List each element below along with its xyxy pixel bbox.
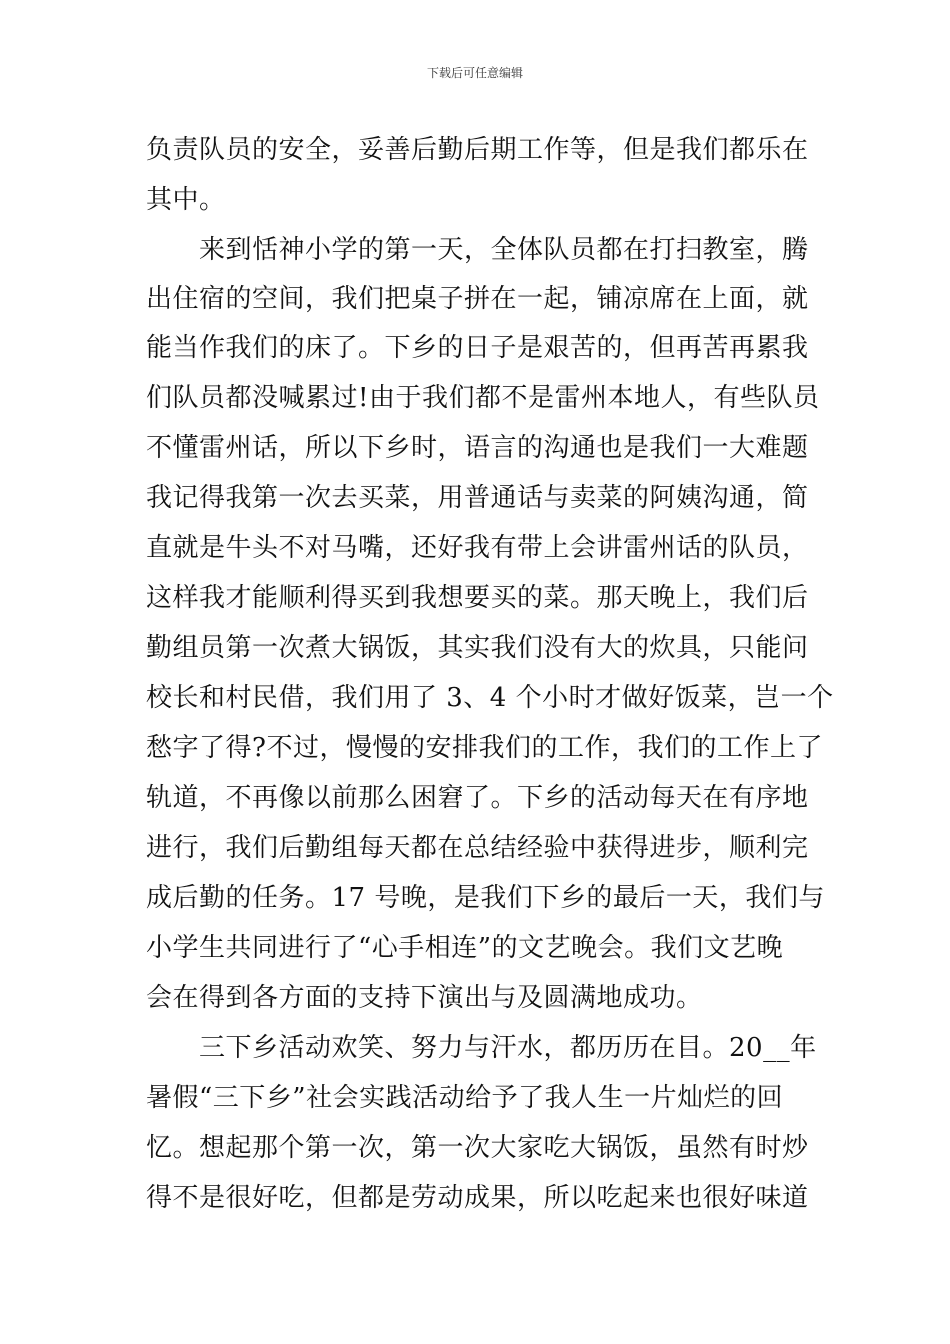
text-line: 三下乡活动欢笑、努力与汗水，都历历在目。20__年 (146, 1033, 817, 1063)
text-line: 暑假“三下乡”社会实践活动给予了我人生一片灿烂的回 (146, 1083, 784, 1113)
text-line: 直就是牛头不对马嘴，还好我有带上会讲雷州话的队员， (146, 533, 809, 563)
text-line: 忆。想起那个第一次，第一次大家吃大锅饭，虽然有时炒 (146, 1133, 809, 1163)
text-line: 校长和村民借，我们用了 3、4 个小时才做好饭菜，岂一个 (146, 683, 834, 713)
text-line: 们队员都没喊累过!由于我们都不是雷州本地人，有些队员 (146, 383, 820, 413)
text-line: 进行，我们后勤组每天都在总结经验中获得进步，顺利完 (146, 833, 809, 863)
text-line: 负责队员的安全，妥善后勤后期工作等，但是我们都乐在 (146, 135, 809, 165)
text-line: 小学生共同进行了“心手相连”的文艺晚会。我们文艺晚 (146, 933, 784, 963)
text-line: 得不是很好吃，但都是劳动成果，所以吃起来也很好味道 (146, 1183, 809, 1213)
text-line: 会在得到各方面的支持下演出与及圆满地成功。 (146, 983, 703, 1013)
text-line: 成后勤的任务。17 号晚，是我们下乡的最后一天，我们与 (146, 883, 825, 913)
text-line: 不懂雷州话，所以下乡时，语言的沟通也是我们一大难题 (146, 433, 809, 463)
text-line: 这样我才能顺利得买到我想要买的菜。那天晚上，我们后 (146, 583, 809, 613)
text-line: 来到恬神小学的第一天，全体队员都在打扫教室，腾 (146, 235, 809, 265)
text-line: 愁字了得?不过，慢慢的安排我们的工作，我们的工作上了 (146, 733, 823, 763)
text-line: 其中。 (146, 185, 226, 215)
text-line: 出住宿的空间，我们把桌子拼在一起，铺凉席在上面，就 (146, 284, 809, 314)
text-line: 能当作我们的床了。下乡的日子是艰苦的，但再苦再累我 (146, 333, 809, 363)
text-line: 轨道，不再像以前那么困窘了。下乡的活动每天在有序地 (146, 783, 809, 813)
text-line: 勤组员第一次煮大锅饭，其实我们没有大的炊具，只能问 (146, 633, 809, 663)
page-header: 下载后可任意编辑 (426, 66, 523, 80)
text-line: 我记得我第一次去买菜，用普通话与卖菜的阿姨沟通，简 (146, 483, 809, 513)
